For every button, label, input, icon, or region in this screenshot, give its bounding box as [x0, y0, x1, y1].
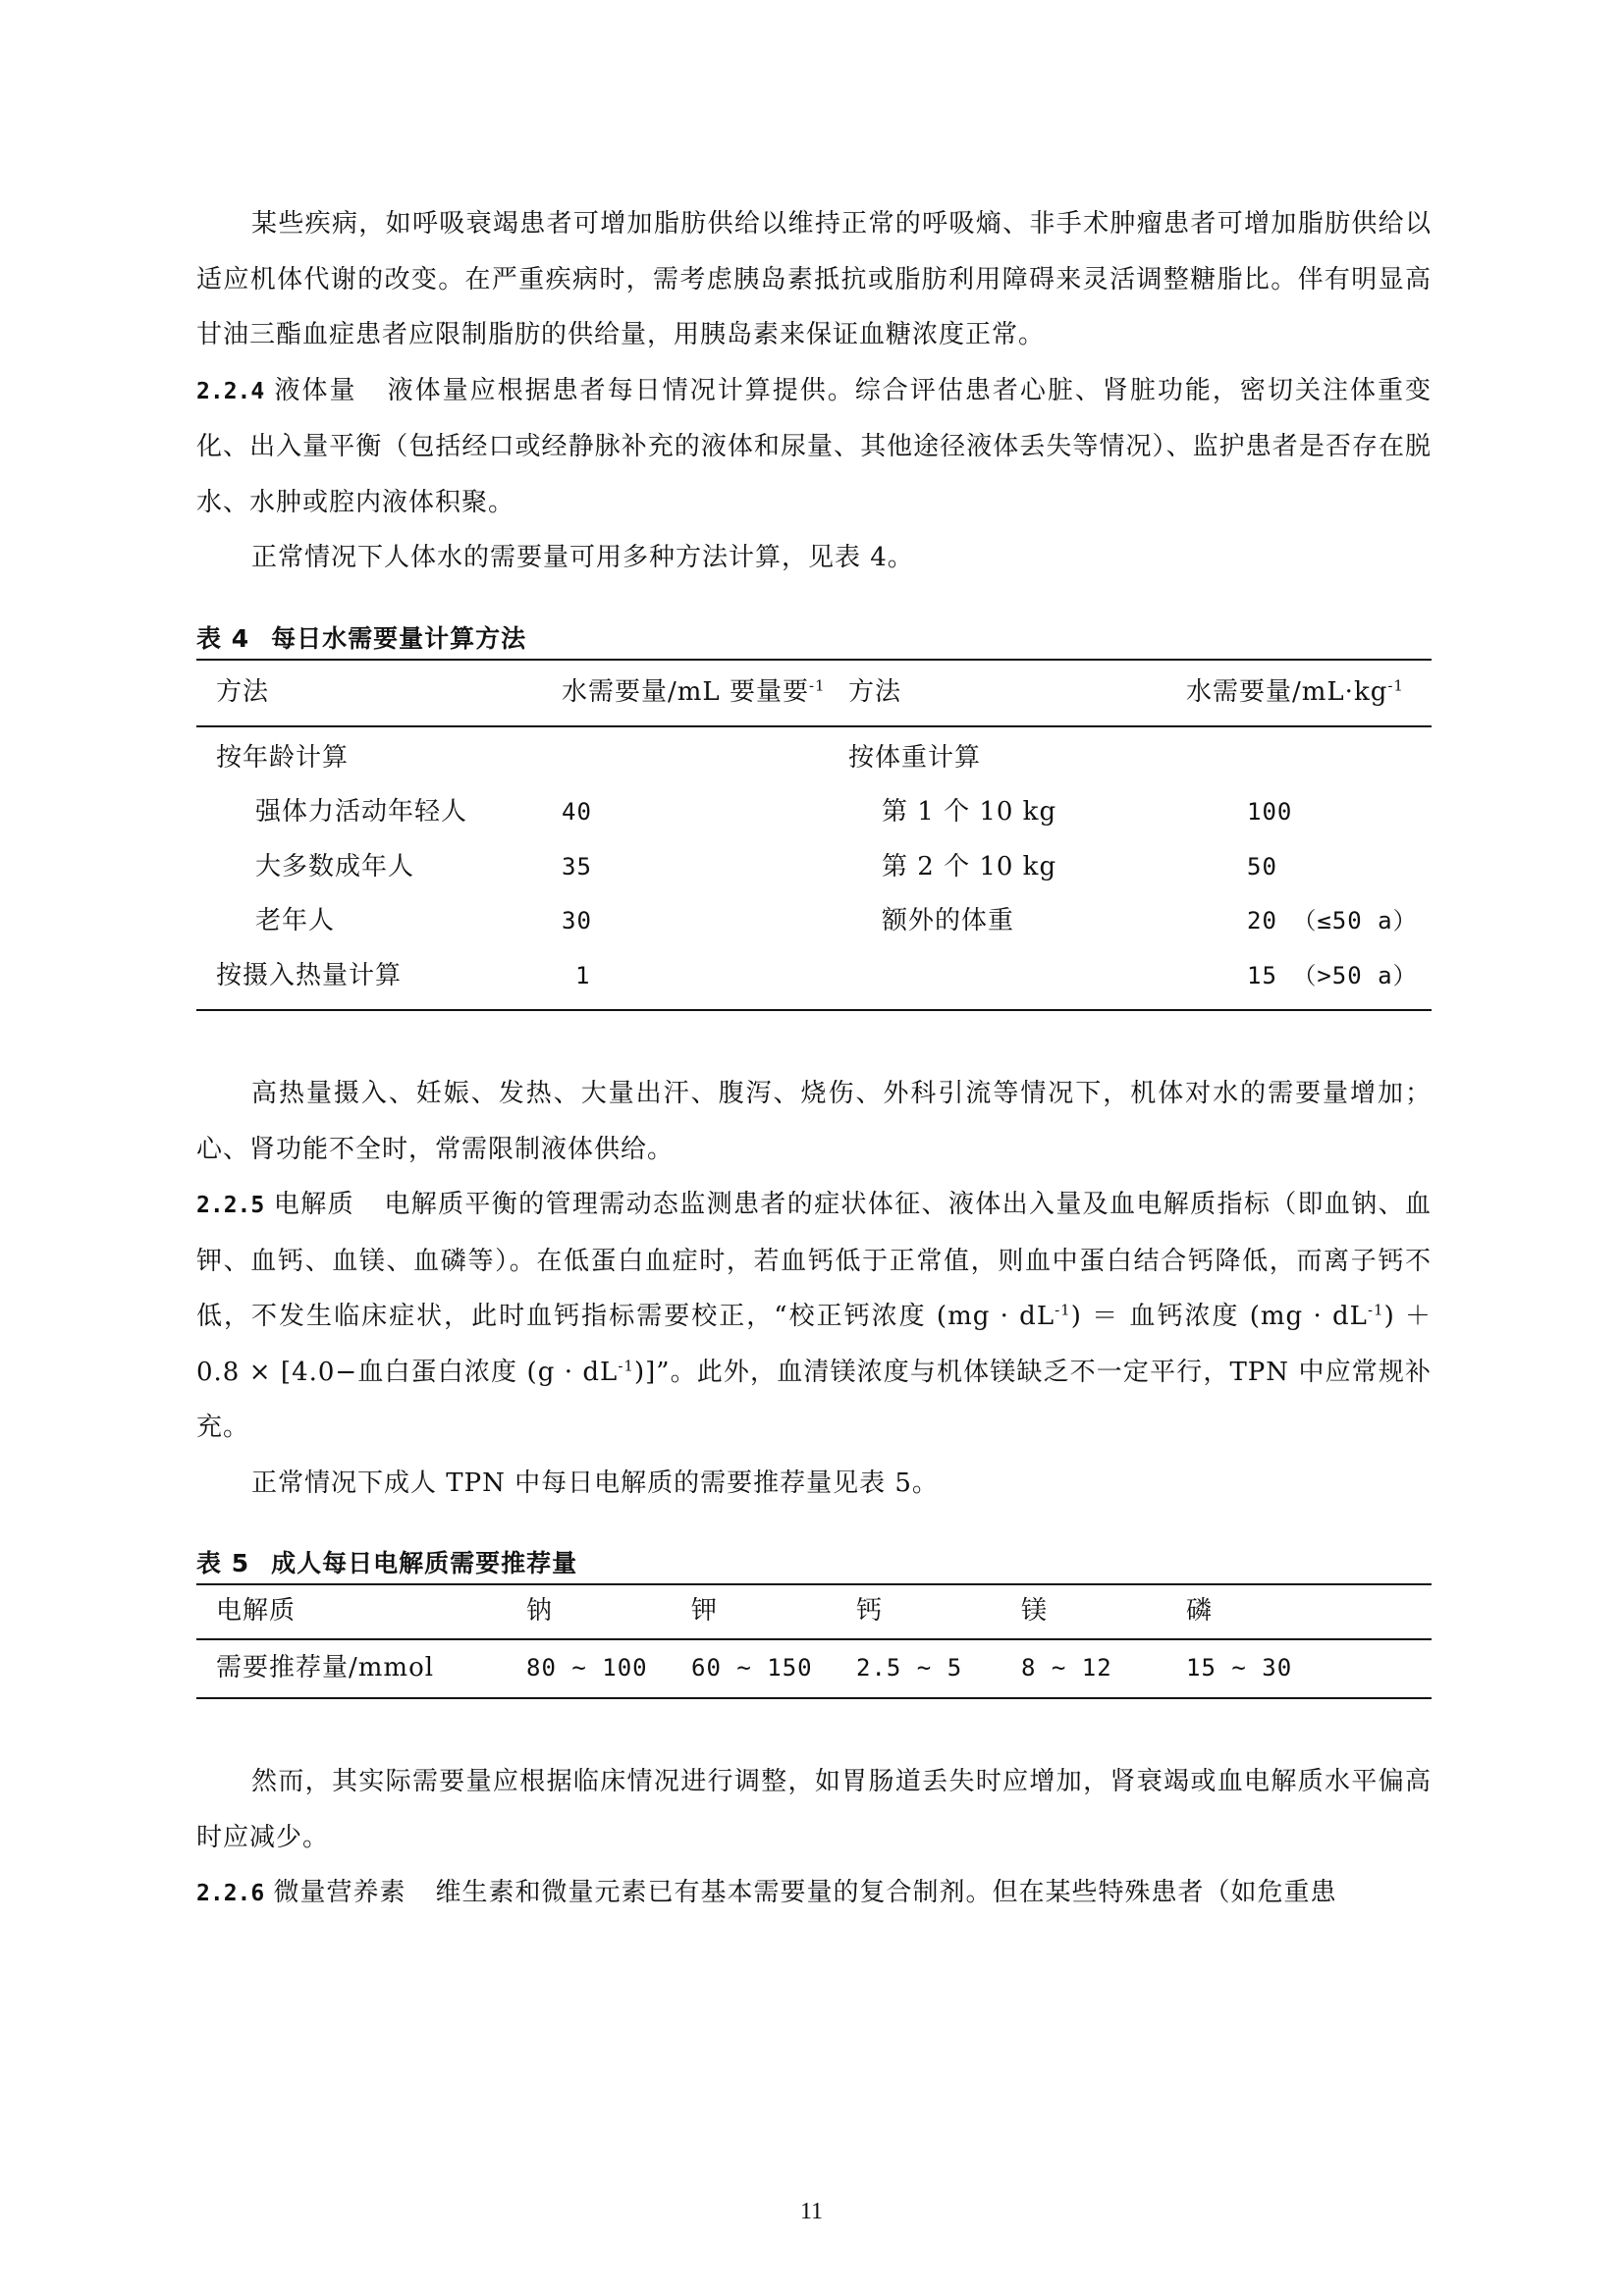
section-number: 2.2.4: [196, 378, 265, 404]
section-2-2-5: 2.2.5 电解质 电解质平衡的管理需动态监测患者的症状体征、液体出入量及血电解质指标（即血钠、血钾、血钙、血镁、血磷等）。在低蛋白血症时，若血钙低于正常值，则血中蛋白结合钙降低，而离子钙不低，不发生临床症状，此时血钙指标需要校正，“校正钙浓度 $(mg \cdot dL^{-1})$ ＝ 血钙浓度 $(mg \cdot dL^{-1}) + 0.8 \times [4.0-$血白蛋白浓度 $(g \cdot dL^{-1})$]”。此外，血清镁浓度与机体镁缺乏不一定平行，TPN 中应常规补充。: [196, 1190, 1432, 1442]
paragraph-adjustment: 然而，其实际需要量应根据临床情况进行调整，如胃肠道丢失时应增加，肾衰竭或血电解质水平偏高时应减少。: [196, 1767, 1432, 1852]
table-cell: [562, 726, 848, 786]
table-title: 每日水需要量计算方法: [271, 623, 527, 653]
section-text: 液体量应根据患者每日情况计算提供。综合评估患者心脏、肾脏功能，密切关注体重变化、出入量平衡（包括经口或经静脉补充的液体和尿量、其他途径液体丢失等情况）、监护患者是否存在脱水、水肿或腔内液体积聚。: [196, 375, 1432, 517]
table-5-caption: [196, 1544, 1432, 1583]
table-header-cell: 镁: [1021, 1584, 1186, 1639]
table-header-cell: 钾: [691, 1584, 856, 1639]
table-cell: 30: [562, 907, 592, 934]
table-row: [196, 840, 1432, 895]
table-header-cell: 磷: [1186, 1584, 1432, 1639]
table-cell: 15 ~ 30: [1186, 1654, 1293, 1682]
table-title: 成人每日电解质需要推荐量: [271, 1549, 578, 1577]
page-number: 11: [799, 2199, 824, 2224]
section-title: 液体量: [274, 375, 357, 405]
header-water-per-kg: 水需要量$/mL\cdot kg^{-1}$: [1172, 660, 1432, 726]
paragraph-water-increase: 高热量摄入、妊娠、发热、大量出汗、腹泻、烧伤、外科引流等情况下，机体对水的需要量增加；心、肾功能不全时，常需限制液体供给。: [196, 1079, 1432, 1164]
table-header-cell: 钙: [856, 1584, 1021, 1639]
table-cell: 2.5 ~ 5: [856, 1654, 963, 1682]
table-row: [196, 894, 1432, 949]
table-cell: 额外的体重: [882, 906, 1015, 935]
section-number: 2.2.6: [196, 1881, 265, 1906]
table-5-electrolytes: [196, 1583, 1432, 1699]
page-content: [196, 196, 1432, 1922]
table-label: 表 5: [196, 1549, 250, 1577]
section-title: 微量营养素: [273, 1878, 406, 1907]
table-cell: 80 ~ 100: [526, 1654, 648, 1682]
table-cell: 60 ~ 150: [691, 1654, 813, 1682]
table-cell: 强体力活动年轻人: [255, 797, 468, 827]
table-cell: 需要推荐量/mmol: [216, 1653, 435, 1682]
header-method-2: 方法: [848, 660, 1172, 726]
table-cell: [848, 949, 1172, 1011]
paragraph-fat-supply: 某些疾病，如呼吸衰竭患者可增加脂肪供给以维持正常的呼吸熵、非手术肿瘤患者可增加脂肪供给以适应机体代谢的改变。在严重疾病时，需考虑胰岛素抵抗或脂肪利用障碍来灵活调整糖脂比。伴有明显高甘油三酯血症患者应限制脂肪的供给量，用胰岛素来保证血糖浓度正常。: [196, 209, 1432, 349]
table-cell: 8 ~ 12: [1021, 1654, 1112, 1682]
table-header-row: [196, 1584, 1432, 1639]
table-row: [196, 726, 1432, 786]
table-cell: 20 （≤50 a）: [1247, 907, 1418, 934]
header-method-1: 方法: [196, 660, 562, 726]
section-number: 2.2.5: [196, 1193, 265, 1218]
table-row: [196, 785, 1432, 840]
table-header-cell: 电解质: [196, 1584, 526, 1639]
table-cell: 35: [562, 852, 592, 881]
section-2-2-6: [196, 1865, 1432, 1922]
table-row: [196, 949, 1432, 1011]
section-title: 电解质: [273, 1190, 354, 1219]
section-text: 维生素和微量元素已有基本需要量的复合制剂。但在某些特殊患者（如危重患: [435, 1878, 1337, 1907]
table-row: [196, 1639, 1432, 1698]
table-4-caption: [196, 619, 1432, 659]
section-2-2-4: [196, 363, 1432, 531]
table-4-water-requirement: [196, 659, 1432, 1012]
table-cell: 按摄入热量计算: [216, 960, 403, 990]
table-cell: 40: [562, 798, 592, 826]
table-cell: 50: [1247, 852, 1277, 881]
paragraph-electrolyte-ref: 正常情况下成人 TPN 中每日电解质的需要推荐量见表 5。: [251, 1468, 939, 1498]
table-cell: 第 1 个 10 kg: [882, 797, 1057, 827]
table-cell: 第 2 个 10 kg: [882, 851, 1057, 881]
table-cell: 按体重计算: [848, 742, 982, 773]
section-text: 电解质平衡的管理需动态监测患者的症状体征、液体出入量及血电解质指标（即血钠、血钾、血钙、血镁、血磷等）。在低蛋白血症时，若血钙低于正常值，则血中蛋白结合钙降低，而离子钙不低，不发生临床症状，此时血钙指标需要校正，“校正钙浓度 (mg · dL: [196, 1190, 1432, 1331]
table-cell: 100: [1247, 798, 1293, 826]
paragraph-water-methods: 正常情况下人体水的需要量可用多种方法计算，见表 4。: [251, 543, 914, 572]
table-label: 表 4: [196, 623, 250, 653]
table-cell: [1172, 726, 1432, 786]
table-header-cell: 钠: [526, 1584, 691, 1639]
header-water-per-day: 水需要量/mL 要量要$^{-1}$: [562, 660, 848, 726]
table-cell: 老年人: [255, 906, 336, 935]
table-cell: 1: [575, 961, 591, 989]
table-header-row: [196, 660, 1432, 726]
table-cell: 大多数成年人: [255, 851, 415, 881]
table-cell: 15 （>50 a）: [1247, 961, 1418, 989]
table-cell: 按年龄计算: [216, 742, 350, 773]
